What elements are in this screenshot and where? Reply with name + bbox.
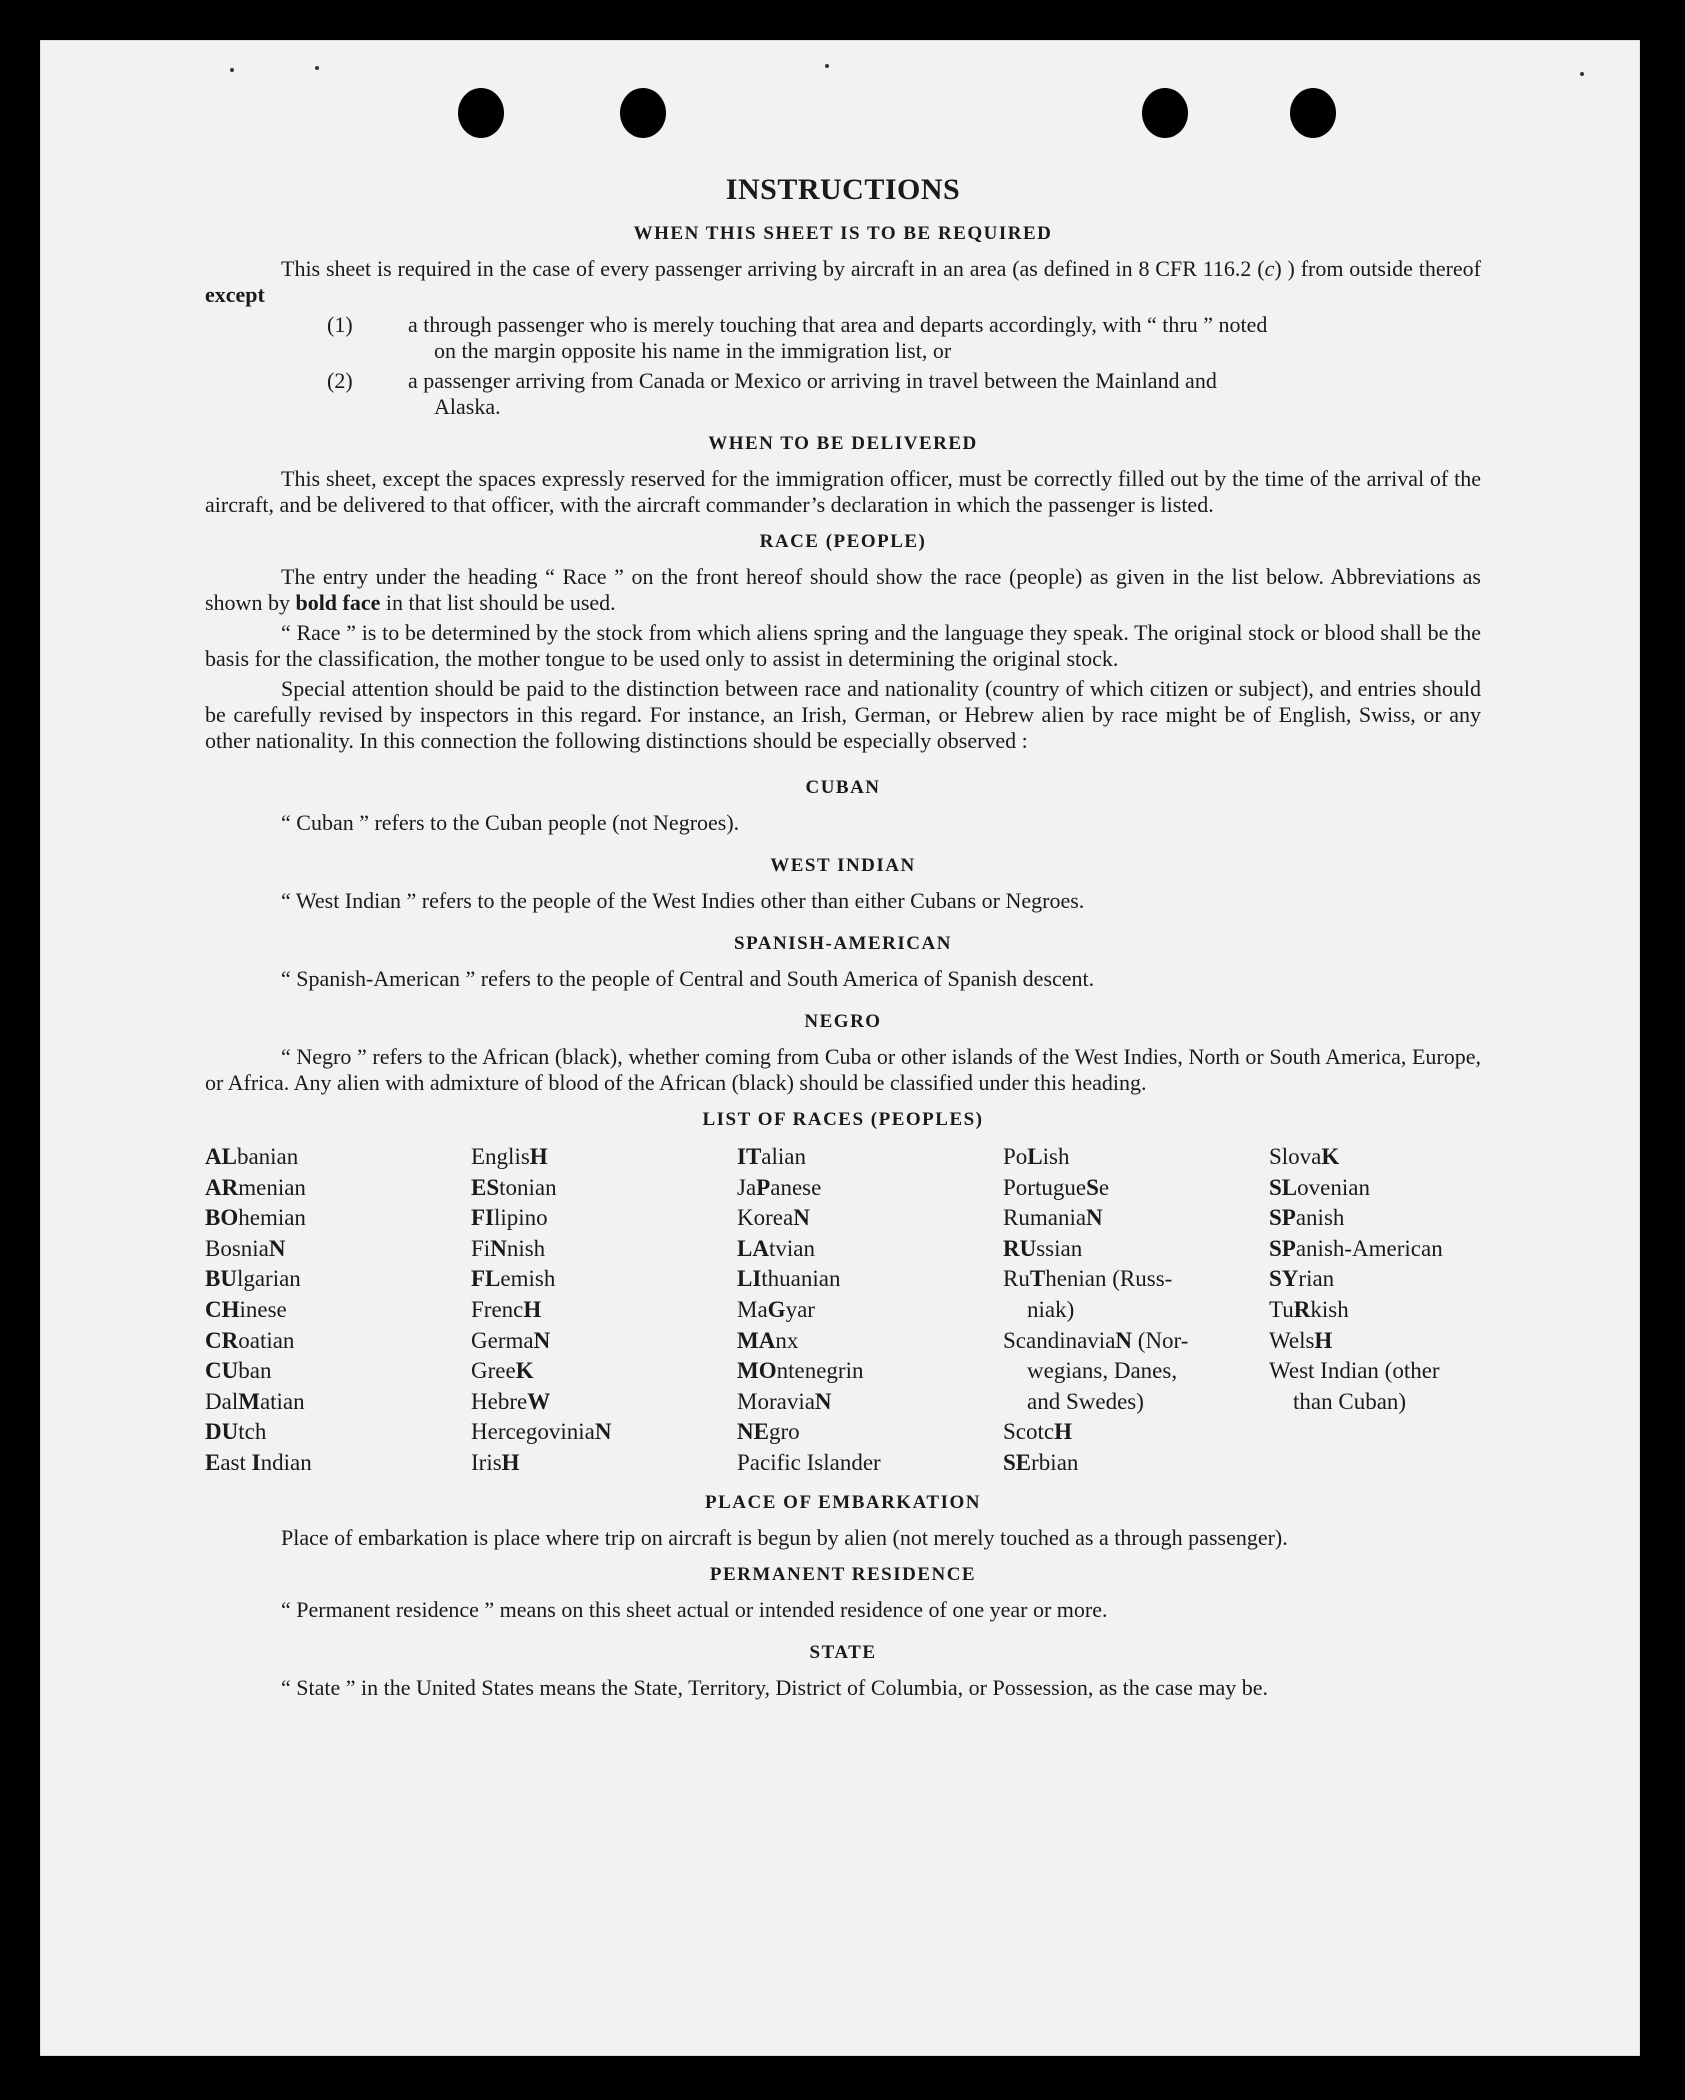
text: a through passenger who is merely touching that area and departs accordingly, with “ thru ” noted: [408, 312, 1268, 337]
text: a passenger arriving from Canada or Mexico or arriving in travel between the Mainland and: [408, 368, 1217, 393]
race-entry: wegians, Danes,: [1027, 1358, 1178, 1384]
section-heading: WEST INDIAN: [770, 855, 916, 876]
race-entry: EStonian: [471, 1174, 557, 1200]
section-heading: WHEN THIS SHEET IS TO BE REQUIRED: [633, 223, 1053, 244]
section-heading: PERMANENT RESIDENCE: [709, 1563, 977, 1585]
race-entry: FiNnish: [471, 1235, 546, 1261]
race-entry: ITalian: [737, 1144, 806, 1169]
races-list: [205, 1142, 1481, 1479]
race-entry: MoraviaN: [737, 1388, 832, 1414]
list-item: [205, 368, 1481, 420]
paragraph: [205, 256, 1481, 308]
race-entry: WelsH: [1269, 1327, 1333, 1353]
race-entry: MAnx: [737, 1327, 799, 1353]
race-entry: CUban: [205, 1358, 272, 1384]
race-entry: JaPanese: [737, 1174, 822, 1200]
race-entry: PortugueSe: [1003, 1174, 1110, 1200]
paragraph: This sheet, except the spaces expressly reserved for the immigration officer, must be correctly filled out by the time of the arrival of the aircraft, and be delivered to that officer, with the aircraft commander’s declaration in which the passenger is listed.: [205, 466, 1481, 517]
punch-hole: [1142, 88, 1188, 138]
paragraph: “ West Indian ” refers to the people of the West Indies other than either Cubans or Negroes.: [281, 888, 1085, 913]
race-entry: DUtch: [205, 1419, 267, 1445]
races-column: [1003, 1142, 1269, 1479]
section-heading: PLACE OF EMBARKATION: [705, 1491, 981, 1513]
races-column: [1269, 1142, 1481, 1479]
instructions-content: [205, 170, 1481, 1705]
paragraph: Special attention should be paid to the distinction between race and nationality (country of which citizen or subject), and entries should be carefully revised by inspectors in this regard. For instance, an Irish, German, or Hebrew alien by race might be of English, Swiss, or any other nationality. In this connection the following distinctions should be especially observed :: [205, 676, 1481, 753]
race-entry: CRoatian: [205, 1327, 295, 1353]
punch-hole: [1290, 88, 1336, 138]
section-heading: STATE: [809, 1641, 877, 1663]
race-entry: BosniaN: [205, 1235, 286, 1261]
text: ) ) from outside thereof: [1274, 256, 1481, 281]
race-entry: PoLish: [1003, 1144, 1070, 1169]
race-entry: SYrian: [1269, 1266, 1335, 1292]
text: c: [1264, 256, 1275, 281]
race-entry: ScotcH: [1003, 1419, 1072, 1445]
race-entry: KoreaN: [737, 1205, 810, 1231]
text: The entry under the heading “ Race ” on the front hereof should show the race (people) as given in the list below. Abbreviations as shown by: [205, 564, 1481, 615]
race-entry: RUssian: [1003, 1235, 1083, 1261]
race-entry: LAtvian: [737, 1235, 815, 1261]
race-entry: SPanish-American: [1269, 1235, 1443, 1261]
race-entry: FrencH: [471, 1296, 542, 1322]
item-number: (1): [327, 312, 353, 337]
paragraph: “ Race ” is to be determined by the stock from which aliens spring and the language they speak. The original stock or blood shall be the basis for the classification, the mother tongue to be used only to assist in determining the original stock.: [205, 620, 1481, 671]
race-entry: niak): [1027, 1296, 1075, 1322]
paragraph: “ State ” in the United States means the State, Territory, District of Columbia, or Possession, as the case may be.: [281, 1674, 1269, 1700]
text: in that list should be used.: [380, 590, 616, 615]
paragraph: “ Negro ” refers to the African (black), whether coming from Cuba or other islands of the West Indies, North or South America, Europe, or Africa. Any alien with admixture of blood of the African (black) should be classified under this heading.: [205, 1044, 1481, 1095]
race-entry: EnglisH: [471, 1144, 548, 1169]
speck: [1580, 72, 1584, 76]
race-entry: TuRkish: [1269, 1296, 1349, 1322]
race-entry: HercegoviniaN: [471, 1419, 612, 1445]
race-entry: RuThenian (Russ-: [1003, 1266, 1173, 1292]
document-page: [40, 40, 1640, 2056]
race-entry: Pacific Islander: [737, 1449, 881, 1475]
race-entry: SLovenian: [1269, 1174, 1370, 1200]
race-entry: IrisH: [471, 1449, 520, 1475]
race-entry: SErbian: [1003, 1449, 1079, 1475]
text: Alaska.: [434, 394, 501, 419]
race-entry: GermaN: [471, 1327, 551, 1353]
race-entry: FLemish: [471, 1266, 556, 1292]
item-text: [360, 368, 1481, 420]
race-entry: FIlipino: [471, 1205, 548, 1231]
race-entry: SPanish: [1269, 1205, 1345, 1231]
race-entry: RumaniaN: [1003, 1205, 1103, 1231]
punch-hole: [458, 88, 504, 138]
race-entry: BUlgarian: [205, 1266, 301, 1292]
paragraph: Place of embarkation is place where trip on aircraft is begun by alien (not merely touched as a through passenger).: [281, 1524, 1288, 1550]
speck: [315, 66, 319, 70]
paragraph: “ Cuban ” refers to the Cuban people (not Negroes).: [281, 810, 740, 835]
race-entry: NEgro: [737, 1419, 800, 1445]
race-entry: LIthuanian: [737, 1266, 841, 1292]
race-entry: SlovaK: [1269, 1144, 1340, 1169]
section-heading: CUBAN: [805, 777, 881, 798]
section-heading: LIST OF RACES (PEOPLES): [702, 1109, 984, 1130]
race-entry: ARmenian: [205, 1174, 306, 1200]
race-entry: and Swedes): [1027, 1388, 1144, 1414]
race-entry: ScandinaviaN (Nor-: [1003, 1327, 1189, 1353]
text: This sheet is required in the case of every passenger arriving by aircraft in an area (as defined in 8 CFR 116.2 (: [281, 256, 1265, 281]
punch-hole: [620, 88, 666, 138]
race-entry: HebreW: [471, 1388, 551, 1414]
paragraph: “ Permanent residence ” means on this sheet actual or intended residence of one year or more.: [281, 1596, 1108, 1622]
race-entry: BOhemian: [205, 1205, 306, 1231]
section-heading: NEGRO: [804, 1011, 882, 1032]
race-entry: ALbanian: [205, 1144, 299, 1169]
paragraph: “ Spanish-American ” refers to the people of Central and South America of Spanish descent.: [281, 966, 1095, 991]
races-column: [471, 1142, 737, 1479]
race-entry: East Indian: [205, 1449, 312, 1475]
race-entry: West Indian (other: [1269, 1358, 1440, 1384]
race-entry: DalMatian: [205, 1388, 305, 1414]
race-entry: CHinese: [205, 1296, 287, 1322]
section-heading: WHEN TO BE DELIVERED: [708, 433, 978, 454]
section-heading: SPANISH-AMERICAN: [734, 933, 952, 954]
races-column: [205, 1142, 471, 1479]
item-text: [360, 312, 1481, 364]
section-heading: RACE (PEOPLE): [759, 531, 927, 552]
text: on the margin opposite his name in the immigration list, or: [434, 338, 952, 363]
race-entry: MOntenegrin: [737, 1358, 864, 1384]
race-entry: than Cuban): [1293, 1388, 1407, 1414]
text: except: [205, 282, 265, 307]
race-entry: GreeK: [471, 1358, 534, 1384]
race-entry: MaGyar: [737, 1296, 815, 1322]
page-title: INSTRUCTIONS: [725, 173, 961, 206]
paragraph: [205, 564, 1481, 616]
item-number: (2): [327, 368, 353, 393]
speck: [230, 68, 234, 72]
text: bold face: [295, 590, 381, 615]
list-item: [205, 312, 1481, 364]
races-column: [737, 1142, 1003, 1479]
speck: [825, 64, 829, 68]
